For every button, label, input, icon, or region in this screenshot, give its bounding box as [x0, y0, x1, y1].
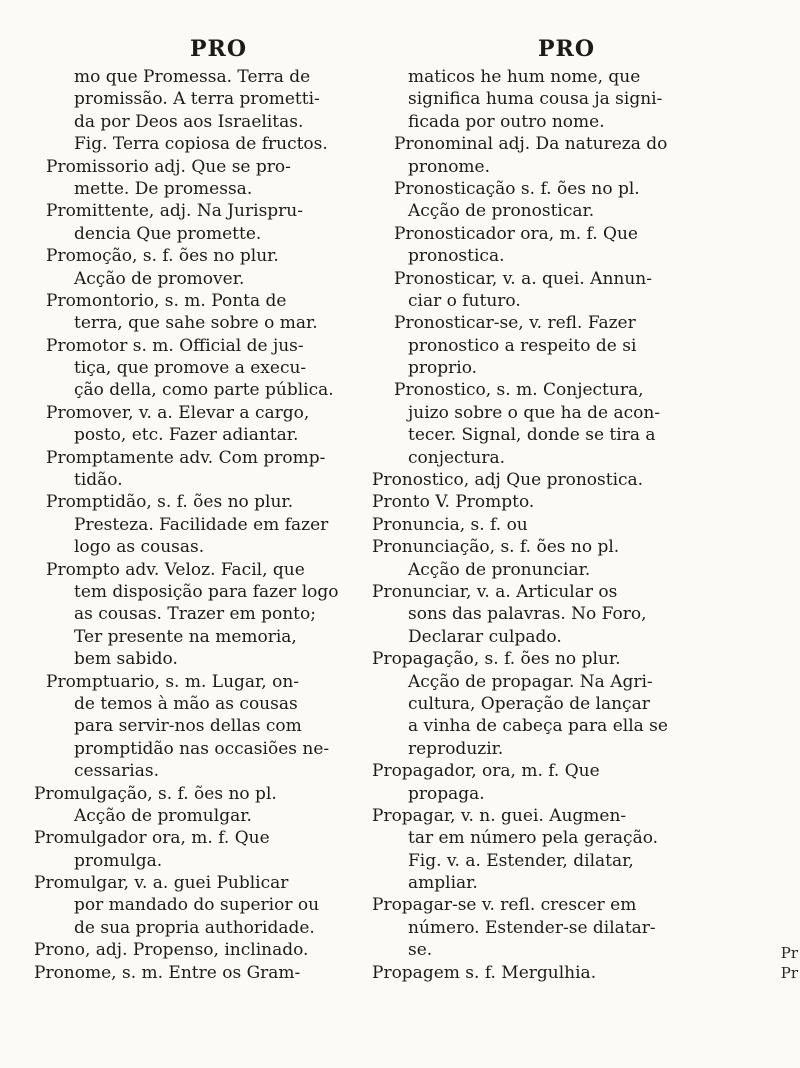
- entry-line: Promover, v. a. Elevar a cargo,: [46, 402, 310, 423]
- entry-line: por mandado do superior ou: [74, 895, 320, 916]
- entry-line: Pronto V. Prompto.: [372, 492, 535, 513]
- entry-line: Acção de pronunciar.: [408, 559, 591, 580]
- entry-line: tecer. Signal, donde se tira a: [408, 425, 656, 446]
- entry-line: tiça, que promove a execu-: [74, 358, 307, 379]
- entry-line: ção della, como parte pública.: [74, 380, 334, 401]
- entry-line: ciar o futuro.: [408, 290, 521, 311]
- entry-line: sons das palavras. No Foro,: [408, 604, 647, 625]
- entry-line: significa huma cousa ja signi-: [408, 89, 663, 110]
- entry-line: Acção de promover.: [74, 268, 245, 289]
- entry-line: Promptidão, s. f. ões no plur.: [46, 492, 294, 513]
- entry-line: Promulgar, v. a. guei Publicar: [34, 873, 289, 894]
- entry-line: se.: [408, 940, 433, 961]
- entry-line: terra, que sahe sobre o mar.: [74, 313, 318, 334]
- entry-line: cultura, Operação de lançar: [408, 693, 650, 714]
- entry-line: pronostico a respeito de si: [408, 335, 637, 356]
- entry-line: Pronosticar, v. a. quei. Annun-: [394, 268, 652, 289]
- entry-line: ampliar.: [408, 873, 478, 894]
- entry-line: Fig. v. a. Estender, dilatar,: [408, 850, 634, 871]
- entry-line: Declarar culpado.: [408, 626, 562, 647]
- entry-line: Promittente, adj. Na Jurispru-: [46, 201, 303, 222]
- edge-fragment: Pr: [780, 964, 798, 982]
- entry-line: número. Estender-se dilatar-: [408, 917, 656, 938]
- entry-line: tidão.: [74, 470, 123, 491]
- entry-line: Prompto adv. Veloz. Facil, que: [46, 559, 305, 580]
- entry-line: maticos he hum nome, que: [408, 67, 641, 87]
- entry-line: Presteza. Facilidade em fazer: [74, 514, 329, 535]
- entry-line: Pronominal adj. Da natureza do: [394, 134, 668, 155]
- entry-line: bem sabido.: [74, 649, 178, 670]
- entry-line: Pronosticação s. f. ões no pl.: [394, 178, 640, 199]
- entry-line: posto, etc. Fazer adiantar.: [74, 425, 299, 446]
- entry-line: as cousas. Trazer em ponto;: [74, 604, 316, 625]
- entry-line: Acção de promulgar.: [74, 805, 252, 826]
- entry-line: Acção de propagar. Na Agri-: [408, 671, 653, 692]
- entry-line: propaga.: [408, 783, 485, 804]
- entry-line: mette. De promessa.: [74, 178, 253, 199]
- entry-line: Promulgador ora, m. f. Que: [34, 828, 270, 849]
- entry-line: cessarias.: [74, 761, 159, 782]
- entry-line: Propagação, s. f. ões no plur.: [372, 649, 621, 670]
- entry-line: de temos à mão as cousas: [74, 693, 298, 714]
- entry-line: Pronuncia, s. f. ou: [372, 514, 528, 535]
- entry-line: proprio.: [408, 358, 478, 379]
- right-column: [372, 66, 732, 984]
- entry-line: Prono, adj. Propenso, inclinado.: [34, 940, 309, 961]
- edge-fragment: Pr: [780, 944, 798, 962]
- entry-line: Pronome, s. m. Entre os Gram-: [34, 962, 301, 983]
- entry-line: Promotor s. m. Official de jus-: [46, 335, 304, 356]
- entry-line: Propagar, v. n. guei. Augmen-: [372, 805, 627, 826]
- entry-line: Pronosticador ora, m. f. Que: [394, 223, 638, 244]
- entry-line: Propagador, ora, m. f. Que: [372, 761, 600, 782]
- entry-line: da por Deos aos Israelitas.: [74, 111, 304, 132]
- entry-line: juizo sobre o que ha de acon-: [408, 402, 661, 423]
- entry-line: mo que Promessa. Terra de: [74, 67, 311, 87]
- entry-line: Propagar-se v. refl. crescer em: [372, 895, 637, 916]
- entry-line: Propagem s. f. Mergulhia.: [372, 962, 597, 983]
- entry-line: conjectura.: [408, 447, 506, 468]
- entry-line: promptidão nas occasiões ne-: [74, 738, 330, 759]
- entry-line: para servir-nos dellas com: [74, 716, 302, 737]
- left-column: [34, 66, 386, 984]
- entry-line: Promontorio, s. m. Ponta de: [46, 290, 287, 311]
- entry-line: Promoção, s. f. ões no plur.: [46, 246, 279, 267]
- entry-line: Fig. Terra copiosa de fructos.: [74, 134, 328, 155]
- entry-line: pronostica.: [408, 246, 505, 267]
- entry-line: promulga.: [74, 850, 163, 871]
- entry-line: Promptuario, s. m. Lugar, on-: [46, 671, 300, 692]
- entry-line: Pronostico, s. m. Conjectura,: [394, 380, 644, 401]
- entry-line: pronome.: [408, 156, 491, 177]
- entry-line: a vinha de cabeça para ella se: [408, 716, 668, 737]
- entry-line: promissão. A terra prometti-: [74, 89, 320, 110]
- entry-line: Promissorio adj. Que se pro-: [46, 156, 291, 177]
- entry-line: logo as cousas.: [74, 537, 205, 558]
- running-head-right: PRO: [538, 36, 595, 62]
- entry-line: Pronosticar-se, v. refl. Fazer: [394, 313, 636, 334]
- entry-line: Ter presente na memoria,: [74, 626, 297, 647]
- entry-line: de sua propria authoridade.: [74, 917, 315, 938]
- entry-line: Pronunciar, v. a. Articular os: [372, 581, 618, 602]
- entry-line: Acção de pronosticar.: [408, 201, 595, 222]
- entry-line: Promulgação, s. f. ões no pl.: [34, 783, 277, 804]
- entry-line: Pronostico, adj Que pronostica.: [372, 470, 644, 491]
- running-head-left: PRO: [190, 36, 247, 62]
- entry-line: Promptamente adv. Com promp-: [46, 447, 326, 468]
- entry-line: reproduzir.: [408, 738, 504, 759]
- entry-line: ficada por outro nome.: [408, 111, 605, 132]
- entry-line: dencia Que promette.: [74, 223, 262, 244]
- entry-line: tar em número pela geração.: [408, 828, 659, 849]
- entry-line: tem disposição para fazer logo: [74, 581, 339, 602]
- entry-line: Pronunciação, s. f. ões no pl.: [372, 537, 620, 558]
